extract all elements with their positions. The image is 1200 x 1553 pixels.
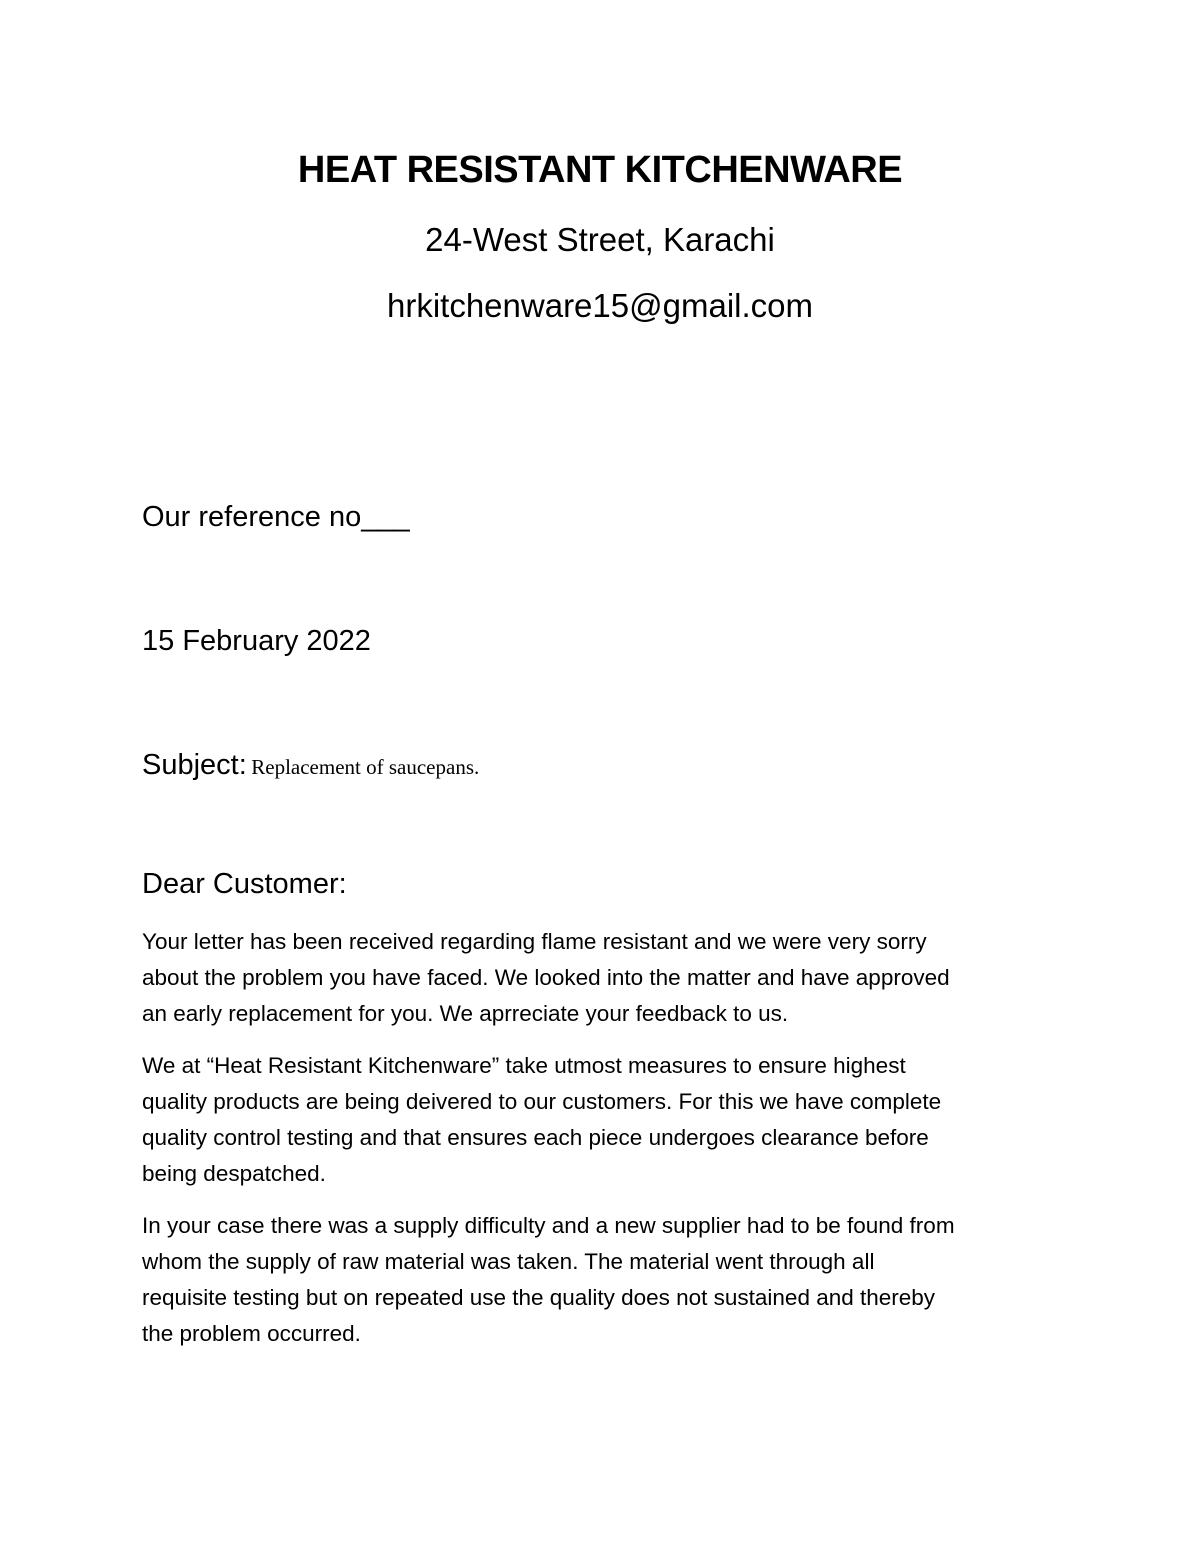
paragraph-line: requisite testing but on repeated use the quality does not sustained and thereby [142,1285,936,1310]
salutation: Dear Customer: [142,868,347,900]
paragraph-line: quality control testing and that ensures each piece undergoes clearance before [142,1125,929,1150]
company-email: hrkitchenware15@gmail.com [386,287,813,324]
paragraph-line: the problem occurred. [142,1321,361,1346]
company-name: HEAT RESISTANT KITCHENWARE [297,149,903,191]
body-paragraph [142,924,1072,1032]
paragraph-line: quality products are being deivered to our customers. For this we have complete [142,1089,942,1114]
paragraph-line: about the problem you have faced. We looked into the matter and have approved [142,965,950,990]
reference-number: Our reference no___ [142,501,410,533]
paragraph-line: In your case there was a supply difficulty and a new supplier had to be found from [142,1213,955,1238]
paragraph-line: We at “Heat Resistant Kitchenware” take utmost measures to ensure highest [142,1053,906,1078]
subject-label: Subject: [142,749,247,781]
subject-line [142,745,479,790]
paragraph-line: whom the supply of raw material was taken. The material went through all [142,1249,875,1274]
paragraph-line: being despatched. [142,1161,326,1186]
letter-date: 15 February 2022 [142,625,371,657]
paragraph-line: an early replacement for you. We aprreciate your feedback to us. [142,1001,789,1026]
body-paragraph [142,1208,1072,1352]
subject-text: Replacement of saucepans. [251,755,480,779]
body-paragraph [142,1048,1072,1192]
paragraph-line: Your letter has been received regarding flame resistant and we were very sorry [142,929,927,954]
company-address: 24-West Street, Karachi [425,221,775,258]
